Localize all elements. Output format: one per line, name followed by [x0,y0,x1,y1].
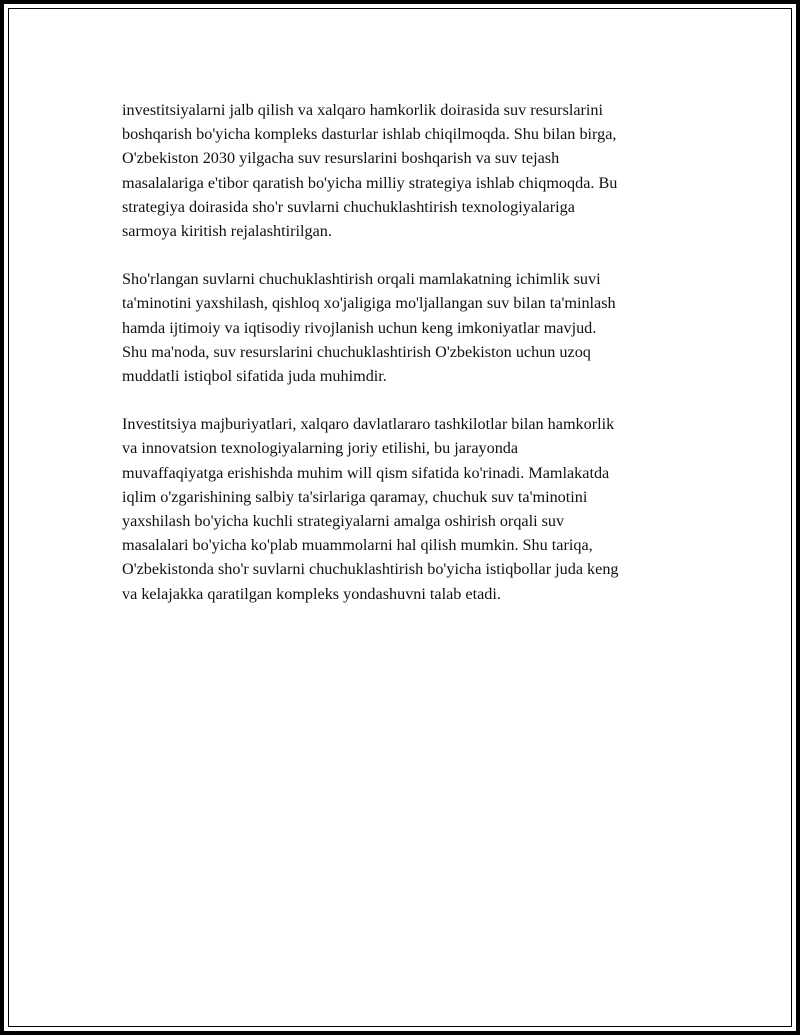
text-line: O'zbekistonda sho'r suvlarni chuchuklashtirish bo'yicha istiqbollar juda keng [122,560,619,579]
text-line: Sho'rlangan suvlarni chuchuklashtirish orqali mamlakatning ichimlik suvi [122,270,601,289]
text-line: hamda ijtimoiy va iqtisodiy rivojlanish uchun keng imkoniyatlar mavjud. [122,318,597,337]
text-line: muddatli istiqbol sifatida juda muhimdir. [122,367,387,386]
text-line: Shu ma'noda, suv resurslarini chuchuklashtirish O'zbekiston uchun uzoq [122,342,591,361]
text-line: investitsiyalarni jalb qilish va xalqaro hamkorlik doirasida suv resurslarini [122,101,604,119]
text-line: boshqarish bo'yicha kompleks dasturlar ishlab chiqilmoqda. Shu bilan birga, [122,125,617,144]
text-line: muvaffaqiyatga erishishda muhim will qism sifatida ko'rinadi. Mamlakatda [122,463,610,482]
text-line: masalalari bo'yicha ko'plab muammolarni hal qilish mumkin. Shu tariqa, [122,536,593,555]
document-body [122,98,692,630]
paragraph-3 [122,412,692,606]
text-line: ta'minotini yaxshilash, qishloq xo'jaligiga mo'ljallangan suv bilan ta'minlash [122,294,616,313]
text-line: Investitsiya majburiyatlari, xalqaro davlatlararo tashkilotlar bilan hamkorlik [122,415,615,434]
text-line: strategiya doirasida sho'r suvlarni chuchuklashtirish texnologiyalariga [122,197,575,216]
text-line: sarmoya kiritish rejalashtirilgan. [122,222,332,241]
paragraph-1 [122,98,692,243]
text-line: va kelajakka qaratilgan kompleks yondashuvni talab etadi. [122,584,501,603]
text-line: yaxshilash bo'yicha kuchli strategiyalarni amalga oshirish orqali suv [122,512,565,531]
text-line: masalalariga e'tibor qaratish bo'yicha milliy strategiya ishlab chiqmoqda. Bu [122,173,618,192]
paragraph-2 [122,267,692,388]
text-line: O'zbekiston 2030 yilgacha suv resurslarini boshqarish va suv tejash [122,149,560,168]
text-line: va innovatsion texnologiyalarning joriy etilishi, bu jarayonda [122,439,519,458]
text-line: iqlim o'zgarishining salbiy ta'sirlariga qaramay, chuchuk suv ta'minotini [122,487,588,506]
